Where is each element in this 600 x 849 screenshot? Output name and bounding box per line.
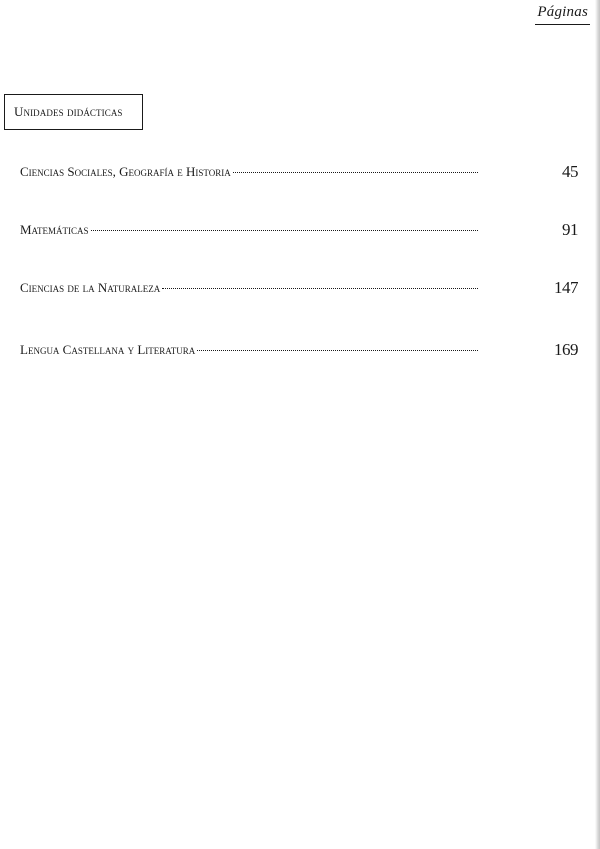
section-title: Unidades didácticas: [14, 104, 123, 119]
paginas-header: Páginas: [535, 2, 590, 25]
toc-entry-page: 91: [562, 220, 578, 239]
toc-entry-ciencias-sociales[interactable]: [20, 160, 580, 184]
toc-entry-ciencias-naturaleza[interactable]: [20, 276, 580, 300]
toc-entry-page: 45: [562, 162, 578, 181]
toc-dot-leader: [197, 338, 478, 351]
toc-dot-leader: [91, 218, 478, 231]
toc-entry-title: Matemáticas: [20, 222, 89, 237]
page-edge-shadow: [595, 0, 600, 849]
section-title-box: [4, 94, 143, 130]
toc-dot-leader: [162, 276, 478, 289]
toc-entry-lengua-castellana[interactable]: [20, 338, 580, 362]
toc-entry-page: 169: [554, 340, 578, 359]
toc-dot-leader: [233, 160, 478, 173]
toc-entry-title: Ciencias Sociales, Geografía e Historia: [20, 164, 231, 179]
toc-entry-title: Ciencias de la Naturaleza: [20, 280, 161, 295]
toc-entry-matematicas[interactable]: [20, 218, 580, 242]
toc-entry-page: 147: [554, 278, 578, 297]
toc-entry-title: Lengua Castellana y Literatura: [20, 342, 196, 357]
